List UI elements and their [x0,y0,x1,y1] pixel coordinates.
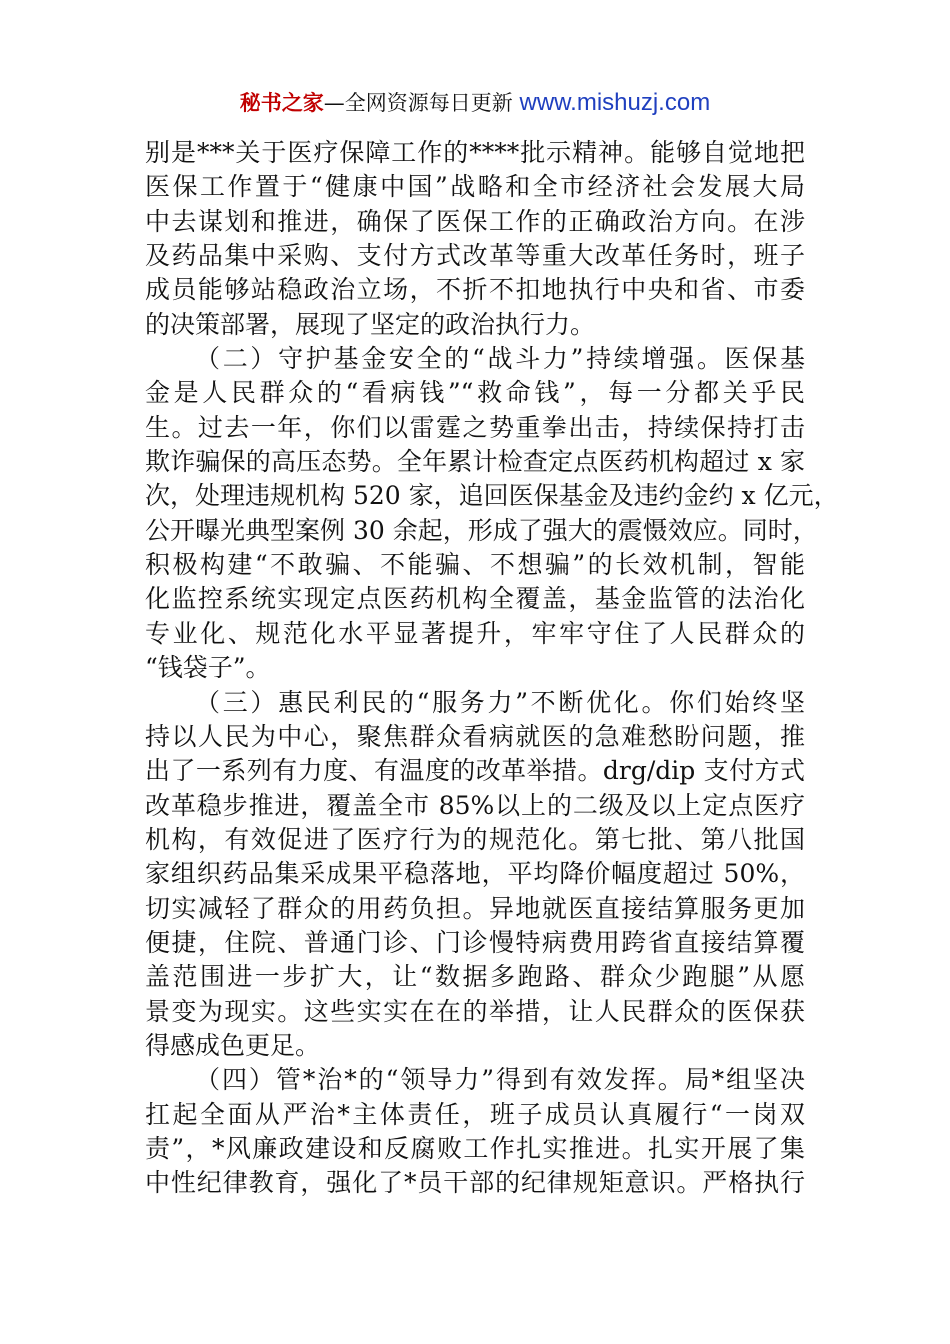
text-line: 及药品集中采购、支付方式改革等重大改革任务时，班子 [145,241,805,271]
text-line: 改革稳步推进，覆盖全市 85%以上的二级及以上定点医疗 [145,790,805,820]
text-line: 便捷，住院、普通门诊、门诊慢特病费用跨省直接结算覆 [145,927,805,957]
text-line: 欺诈骗保的高压态势。全年累计检查定点医药机构超过 x 家 [145,447,805,477]
header-tagline: —全网资源每日更新 [323,91,513,115]
text-line: 化监控系统实现定点医药机构全覆盖，基金监管的法治化 [145,584,805,614]
text-line: 盖范围进一步扩大，让“数据多跑路、群众少跑腿”从愿 [145,962,805,992]
text-line: 公开曝光典型案例 30 余起，形成了强大的震慑效应。同时， [145,515,818,545]
header-brand: 秘书之家 [239,91,324,115]
text-line: 专业化、规范化水平显著提升，牢牢守住了人民群众的 [145,618,805,648]
paragraph-heading-3: （三）惠民利民的“服务力”不断优化。你们始终坚 [195,687,805,717]
text-line: 得感成色更足。 [145,1030,321,1060]
header-site-link[interactable]: www.mishuzj.com [519,89,711,116]
text-line: 景变为现实。这些实实在在的举措，让人民群众的医保获 [145,996,805,1026]
text-line: 责”，*风廉政建设和反腐败工作扎实推进。扎实开展了集 [145,1133,805,1163]
text-line: 生。过去一年，你们以雷霆之势重拳出击，持续保持打击 [145,412,805,442]
page-header [0,88,950,118]
text-line: 积极构建“不敢骗、不能骗、不想骗”的长效机制，智能 [145,550,805,580]
text-line: 出了一系列有力度、有温度的改革举措。drg/dip 支付方式 [145,756,805,786]
text-line: 次，处理违规机构 520 家，追回医保基金及违约金约 x 亿元， [145,481,839,511]
text-line: 别是***关于医疗保障工作的****批示精神。能够自觉地把 [145,138,805,167]
text-line: 切实减轻了群众的用药负担。异地就医直接结算服务更加 [145,893,805,923]
text-line: 机构，有效促进了医疗行为的规范化。第七批、第八批国 [145,824,805,854]
text-line: 扛起全面从严治*主体责任，班子成员认真履行“一岗双 [145,1099,805,1129]
text-line: “钱袋子”。 [145,653,271,683]
text-line: 持以人民为中心，聚焦群众看病就医的急难愁盼问题，推 [145,721,805,751]
paragraph-heading-2: （二）守护基金安全的“战斗力”持续增强。医保基 [195,344,805,374]
text-line: 金是人民群众的“看病钱”“救命钱”，每一分都关乎民 [145,378,805,408]
document-body [145,136,839,1201]
text-line: 成员能够站稳政治立场，不折不扣地执行中央和省、市委 [145,275,805,305]
text-line: 中去谋划和推进，确保了医保工作的正确政治方向。在涉 [145,206,805,236]
text-line: 中性纪律教育，强化了*员干部的纪律规矩意识。严格执行 [145,1168,805,1198]
text-line: 家组织药品集采成果平稳落地，平均降价幅度超过 50%， [145,859,805,889]
text-line: 医保工作置于“健康中国”战略和全市经济社会发展大局 [145,172,805,202]
paragraph-heading-4: （四）管*治*的“领导力”得到有效发挥。局*组坚决 [195,1065,805,1095]
text-line: 的决策部署，展现了坚定的政治执行力。 [145,309,596,339]
